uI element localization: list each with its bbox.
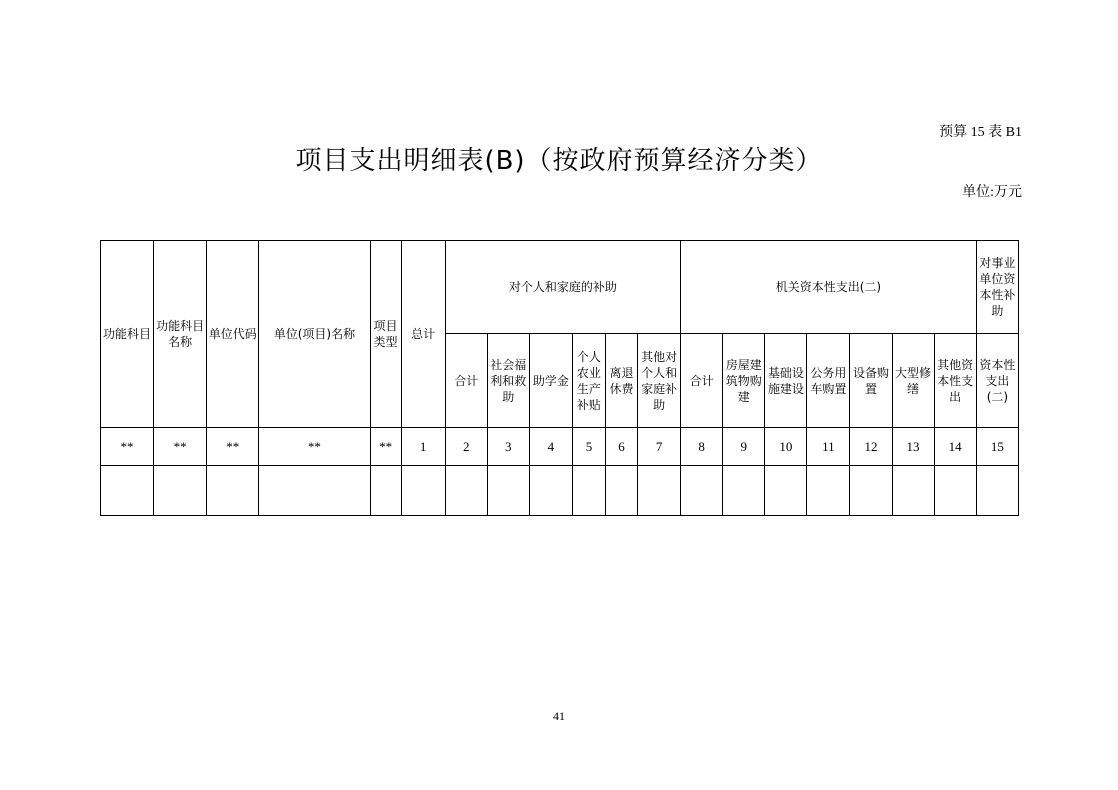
header-personal-cell: 社会福利和救助: [487, 334, 529, 428]
header-project-type: 项目类型: [370, 241, 401, 428]
empty-cell: [850, 466, 892, 516]
empty-cell: [445, 466, 487, 516]
header-personal-cell: 个人农业生产补贴: [572, 334, 605, 428]
index-cell: 5: [572, 428, 605, 466]
empty-cell: [207, 466, 259, 516]
header-capital-cell: 公务用车购置: [807, 334, 850, 428]
empty-cell: [765, 466, 807, 516]
expenditure-table: [100, 240, 1019, 516]
header-unit-code: 单位代码: [207, 241, 259, 428]
header-personal-cell: 离退休费: [605, 334, 637, 428]
empty-cell: [638, 466, 681, 516]
empty-cell: [401, 466, 445, 516]
empty-cell: [892, 466, 934, 516]
index-cell: **: [370, 428, 401, 466]
index-cell: 4: [529, 428, 572, 466]
index-cell: **: [154, 428, 207, 466]
page-number: 41: [553, 709, 565, 723]
header-row-1: [101, 241, 1019, 334]
header-personal-cell: 助学金: [529, 334, 572, 428]
header-capital-cell: 合计: [681, 334, 723, 428]
header-personal-cell: 其他对个人和家庭补助: [638, 334, 681, 428]
header-unit-project-name: 单位(项目)名称: [259, 241, 370, 428]
empty-cell: [370, 466, 401, 516]
header-capital-cell: 设备购置: [850, 334, 892, 428]
empty-data-row: [101, 466, 1019, 516]
header-group-enterprise: 对事业单位资本性补助: [976, 241, 1018, 334]
unit-label: 单位:万元: [962, 185, 1022, 200]
empty-cell: [605, 466, 637, 516]
index-cell: 14: [934, 428, 976, 466]
empty-cell: [529, 466, 572, 516]
header-enterprise-cell: 资本性支出(二): [976, 334, 1018, 428]
index-cell: **: [207, 428, 259, 466]
header-capital-cell: 其他资本性支出: [934, 334, 976, 428]
index-cell: 3: [487, 428, 529, 466]
header-capital-cell: 大型修缮: [892, 334, 934, 428]
empty-cell: [934, 466, 976, 516]
index-cell: **: [101, 428, 154, 466]
header-func-subject-name: 功能科目名称: [154, 241, 207, 428]
index-cell: 7: [638, 428, 681, 466]
header-personal-cell: 合计: [445, 334, 487, 428]
index-cell: 13: [892, 428, 934, 466]
header-group-capital: 机关资本性支出(二): [681, 241, 977, 334]
header-capital-cell: 房屋建筑物购建: [723, 334, 765, 428]
header-group-personal: 对个人和家庭的补助: [445, 241, 680, 334]
empty-cell: [154, 466, 207, 516]
empty-cell: [487, 466, 529, 516]
empty-cell: [723, 466, 765, 516]
index-cell: 2: [445, 428, 487, 466]
index-cell: 6: [605, 428, 637, 466]
index-cell: 12: [850, 428, 892, 466]
empty-cell: [976, 466, 1018, 516]
index-cell: 8: [681, 428, 723, 466]
index-row: [101, 428, 1019, 466]
empty-cell: [101, 466, 154, 516]
page-title: 项目支出明细表(B)（按政府预算经济分类）: [295, 146, 823, 176]
index-cell: **: [259, 428, 370, 466]
empty-cell: [681, 466, 723, 516]
index-cell: 10: [765, 428, 807, 466]
index-cell: 11: [807, 428, 850, 466]
form-code: 预算 15 表 B1: [939, 125, 1022, 140]
index-cell: 1: [401, 428, 445, 466]
empty-cell: [259, 466, 370, 516]
empty-cell: [807, 466, 850, 516]
header-func-subject: 功能科目: [101, 241, 154, 428]
empty-cell: [572, 466, 605, 516]
header-total: 总计: [401, 241, 445, 428]
index-cell: 15: [976, 428, 1018, 466]
header-capital-cell: 基础设施建设: [765, 334, 807, 428]
index-cell: 9: [723, 428, 765, 466]
